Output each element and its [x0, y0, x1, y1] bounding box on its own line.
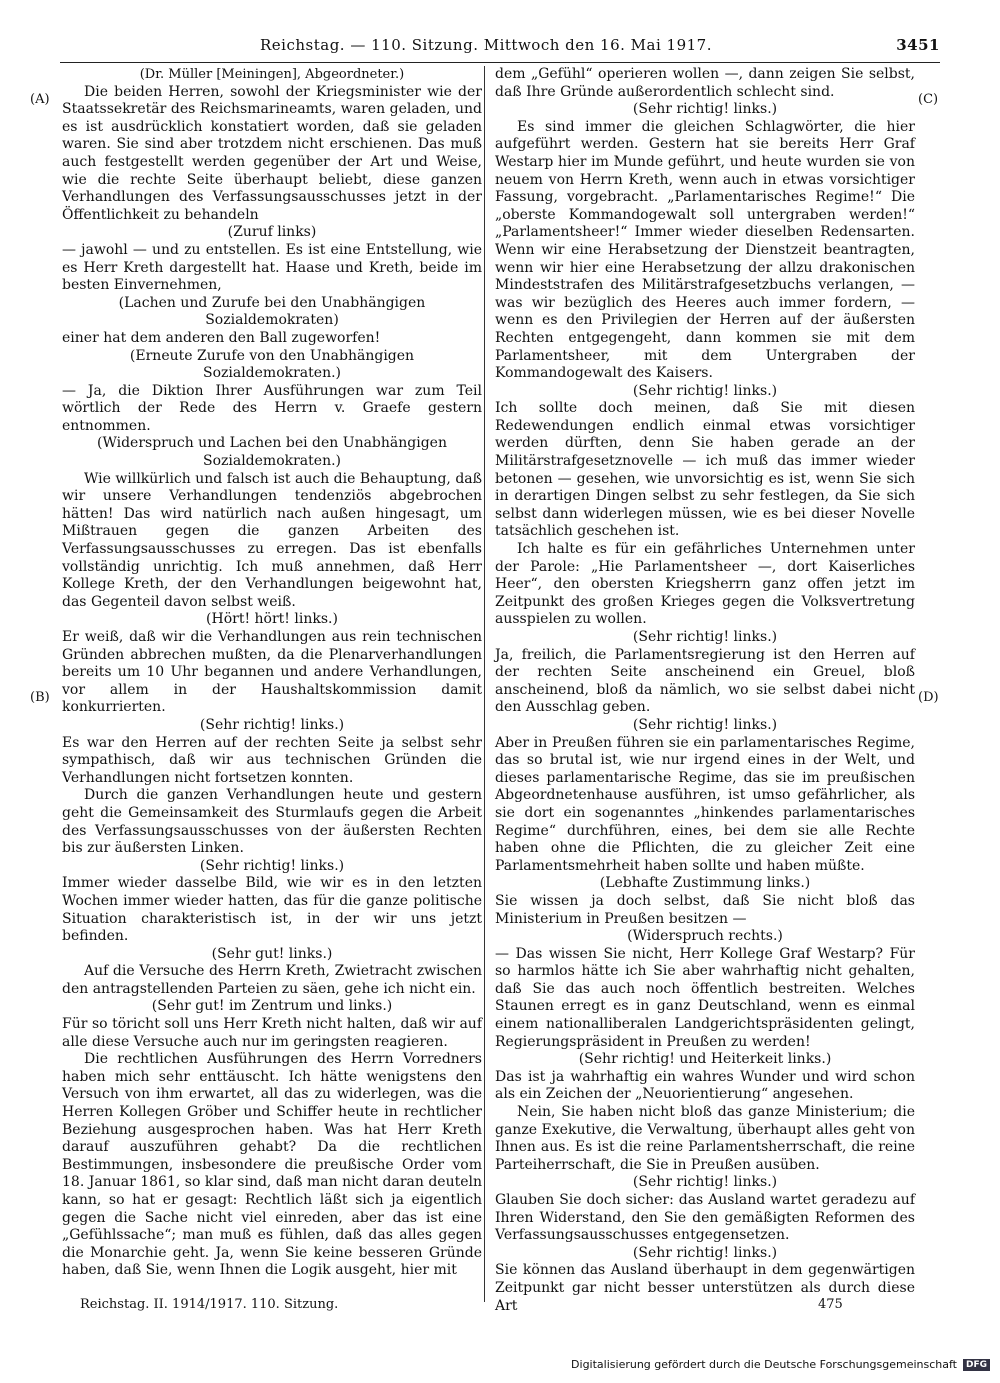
interjection: (Sehr richtig! und Heiterkeit links.)	[578, 1051, 832, 1068]
paragraph: Ich halte es für ein gefährliches Unternehmen unter der Parole: „Hie Parlamentsheer —, dort Kaiserliches Heer“, den obersten Kriegsherrn ganz offen jetzt im Zeitpunkt des großen Krieges gegen die Volksvertretung ausspielen zu wollen.	[495, 541, 915, 628]
paragraph: Die rechtlichen Ausführungen des Herrn Vorredners haben mich sehr enttäuscht. Ich hätte wenigstens den Versuch von ihm erwartet, all das zu widerlegen, was die Herren Kollegen Gröber und Schiffer heute in rechtlicher Beziehung ausgesprochen haben. Was hat Herr Kreth darauf auszuführen gehabt? Da die rechtlichen Bestimmungen, insbesondere die preußische Order vom 18. Januar 1861, so klar sind, daß man nicht daran deuteln kann, so hat er gesagt: Rechtlich läßt sich ja eigentlich gegen die Sache nicht viel einreden, aber das ist eine „Gefühlssache“; man muß es fühlen, daß das alles gegen die Monarchie geht. Ja, wenn Sie keine besseren Gründe haben, daß Sie, wenn Ihnen die Logik ausgeht, hier mit	[62, 1051, 482, 1279]
interjection: (Sehr richtig! links.)	[632, 1244, 778, 1261]
footer-signature: Reichstag. II. 1914/1917. 110. Sitzung.	[80, 1297, 339, 1312]
dfg-logo: DFG	[963, 1359, 990, 1371]
paragraph: Ja, freilich, die Parlamentsregierung ist den Herren auf der rechten Seite anscheinend ein Greuel, bloß anscheinend, bloß da nämlich, wo sie selbst dabei nicht den Ausschlag geben.	[495, 646, 915, 716]
interjection: (Erneute Zurufe von den Unabhängigen Sozialdemokraten.)	[129, 347, 415, 382]
paragraph: Durch die ganzen Verhandlungen heute und gestern geht die Gemeinsamkeit des Sturmlaufs gegen die Arbeit des Verfassungsausschusses von der äußersten Rechten bis zur äußersten Linken.	[62, 787, 482, 857]
paragraph: Glauben Sie doch sicher: das Ausland wartet geradezu auf Ihren Widerstand, den Sie den gemäßigten Reformen des Verfassungsausschusses entgegensetzen.	[495, 1192, 915, 1244]
margin-marker-c: (C)	[918, 92, 939, 107]
interjection: (Sehr gut! im Zentrum und links.)	[151, 998, 393, 1015]
paragraph: Nein, Sie haben nicht bloß das ganze Ministerium; die ganze Exekutive, die Verwaltung, überhaupt alles geht von Ihnen aus. Es ist die reine Parlamentsherrschaft, die reine Parteiherrschaft, die Sie in Preußen ausüben.	[495, 1104, 915, 1173]
interjection: (Sehr gut! links.)	[211, 945, 333, 962]
interjection: (Sehr richtig! links.)	[632, 629, 778, 645]
interjection: (Zuruf links)	[227, 224, 317, 241]
margin-marker-b: (B)	[30, 690, 50, 705]
paragraph: Wie willkürlich und falsch ist auch die Behauptung, daß wir unsere Verhandlungen tendenziös abgebrochen hätten! Das wird natürlich nach außen hingesagt, um Mißtrauen gegen die ganzen Arbeiten des Verfassungsausschusses zu erregen. Das ist ebenfalls vollständig unrichtig. Ich muß annehmen, daß Herr Kollege Kreth, der den Verhandlungen beigewohnt hat, das Gegenteil davon selbst weiß.	[62, 470, 482, 610]
paragraph: — jawohl — und zu entstellen. Es ist eine Entstellung, wie es Herr Kreth dargestellt hat. Haase und Kreth, beide im besten Einvernehmen,	[62, 241, 482, 294]
interjection: (Sehr richtig! links.)	[632, 101, 778, 118]
left-column	[62, 66, 482, 1280]
margin-marker-d: (D)	[918, 690, 939, 705]
interjection: (Sehr richtig! links.)	[199, 857, 345, 874]
paragraph: Das ist ja wahrhaftig ein wahres Wunder und wird schon als ein Zeichen der „Neuorientierung“ angesehen.	[495, 1068, 915, 1103]
digitization-credit	[571, 1358, 990, 1371]
interjection: (Lachen und Zurufe bei den Unabhängigen Sozialdemokraten)	[118, 294, 426, 329]
right-column	[495, 66, 915, 1315]
interjection: (Hört! hört! links.)	[206, 611, 338, 628]
header-rule	[60, 62, 940, 63]
paragraph: Es sind immer die gleichen Schlagwörter, die hier aufgeführt werden. Gestern hat sie bereits Herr Graf Westarp hier im Munde geführt, und heute wurden sie von neuem von Herrn Kreth, wenn auch in etwas vorsichtiger Fassung, vorgebracht. „Parlamentarisches Regime!“ Die „oberste Kommandogewalt soll untergraben werden!“ „Parlamentsheer!“ Immer wieder dieselben Redensarten. Wenn wir eine Herabsetzung der Dienstzeit beantragten, wenn wir hier eine Herabsetzung der allzu drakonischen Mindeststrafen des Militärstrafgesetzbuchs verlangen, — was wir bezüglich des Heeres auch immer fordern, — wenn es den Privilegien der Herren auf der äußersten Rechten entgegengeht, dann kommen sie mit dem Parlamentsheer, mit dem Untergraben der Kommandogewalt des Kaisers.	[495, 118, 915, 382]
paragraph: — Das wissen Sie nicht, Herr Kollege Graf Westarp? Für so harmlos hätte ich Sie aber wahrhaftig nicht gehalten, daß Sie das auch noch öffentlich bestreiten. Welches Staunen erregt es in ganz Deutschland, wenn es einmal einem nationalliberalen Landgerichtspräsidenten gelingt, Regierungspräsident in Preußen zu werden!	[495, 945, 915, 1050]
margin-marker-a: (A)	[30, 92, 50, 107]
interjection: (Widerspruch rechts.)	[627, 928, 783, 945]
paragraph: Für so töricht soll uns Herr Kreth nicht halten, daß wir auf alle diese Versuche auch nur im geringsten reagieren.	[62, 1016, 482, 1050]
page-header-title: Reichstag. — 110. Sitzung. Mittwoch den 16. Mai 1917.	[260, 36, 712, 54]
interjection: (Sehr richtig! links.)	[199, 716, 345, 733]
paragraph: Aber in Preußen führen sie ein parlamentarisches Regime, das so brutal ist, wie nur irgend eines in der Welt, und dieses parlamentarische Regime, das sie im preußischen Abgeordnetenhause ausführen, ist umso gefährlicher, als sie dort ein sogenanntes „hinkendes parlamentarisches Regime“ durchführen, eines, bei dem sie alle Rechte haben ohne die Pflichten, die zu gleicher Zeit eine Parlamentsmehrheit haben sollte und haben müßte.	[495, 734, 915, 874]
page-number: 3451	[896, 36, 940, 54]
footer-sheet-number: 475	[818, 1297, 843, 1312]
interjection: (Sehr richtig! links.)	[632, 716, 778, 733]
interjection: (Widerspruch und Lachen bei den Unabhängigen Sozialdemokraten.)	[97, 435, 447, 470]
paragraph: Sie wissen ja doch selbst, daß Sie nicht bloß das Ministerium in Preußen besitzen —	[495, 892, 915, 927]
page-header	[60, 36, 940, 64]
paragraph: einer hat dem anderen den Ball zugeworfen!	[62, 329, 381, 346]
interjection: (Lebhafte Zustimmung links.)	[599, 875, 811, 892]
paragraph: Ich sollte doch meinen, daß Sie mit diesen Redewendungen endlich einmal etwas vorsichtiger werden dürften, denn Sie haben gerade an der Militärstrafgesetznovelle — ich muß das immer wieder betonen — gesehen, wie unvorsichtig es ist, wenn Sie sich in derartigen Dingen selbst zu sehr festlegen, da Sie sich selbst dann widerlegen müssen, wie es bei dieser Novelle tatsächlich geschehen ist.	[495, 400, 915, 540]
paragraph: dem „Gefühl“ operieren wollen —, dann zeigen Sie selbst, daß Ihre Gründe außerordentlich schlecht sind.	[495, 66, 915, 100]
interjection: (Sehr richtig! links.)	[632, 382, 778, 399]
speaker-line: (Dr. Müller [Meiningen], Abgeordneter.)	[139, 67, 405, 82]
paragraph: Sie können das Ausland überhaupt in dem gegenwärtigen Zeitpunkt gar nicht besser unterstützen als durch diese Art	[495, 1262, 915, 1314]
column-divider	[484, 66, 485, 1302]
paragraph: Auf die Versuche des Herrn Kreth, Zwietracht zwischen den antragstellenden Parteien zu säen, gehe ich nicht ein.	[62, 963, 482, 997]
paragraph: — Ja, die Diktion Ihrer Ausführungen war zum Teil wörtlich der Rede des Herrn v. Graefe gestern entnommen.	[62, 382, 482, 434]
interjection: (Sehr richtig! links.)	[632, 1174, 778, 1191]
paragraph: Er weiß, daß wir die Verhandlungen aus rein technischen Gründen abbrechen mußten, da die Plenarverhandlungen bereits um 10 Uhr begannen und andere Verhandlungen, vor allem in der Haushaltskommission damit konkurrierten.	[62, 629, 482, 716]
paragraph: Die beiden Herren, sowohl der Kriegsminister wie der Staatssekretär des Reichsmarineamts, waren geladen, und es ist ausdrücklich konstatiert worden, daß sie geladen waren. Sie sind aber trotzdem nicht erschienen. Das muß auch festgestellt werden gegenüber der Art und Weise, wie die rechte Seite überhaupt beliebt, diese ganzen Verhandlungen des Verfassungsausschusses jetzt in der Öffentlichkeit zu behandeln	[62, 83, 482, 223]
paragraph: Immer wieder dasselbe Bild, wie wir es in den letzten Wochen immer wieder hatten, das für die ganze politische Situation charakteristisch ist, in der wir uns jetzt befinden.	[62, 875, 482, 945]
paragraph: Es war den Herren auf der rechten Seite ja selbst sehr sympathisch, daß wir aus technischen Gründen die Verhandlungen nicht fortsetzen konnten.	[62, 734, 482, 786]
digitization-text: Digitalisierung gefördert durch die Deutsche Forschungsgemeinschaft	[571, 1358, 957, 1371]
